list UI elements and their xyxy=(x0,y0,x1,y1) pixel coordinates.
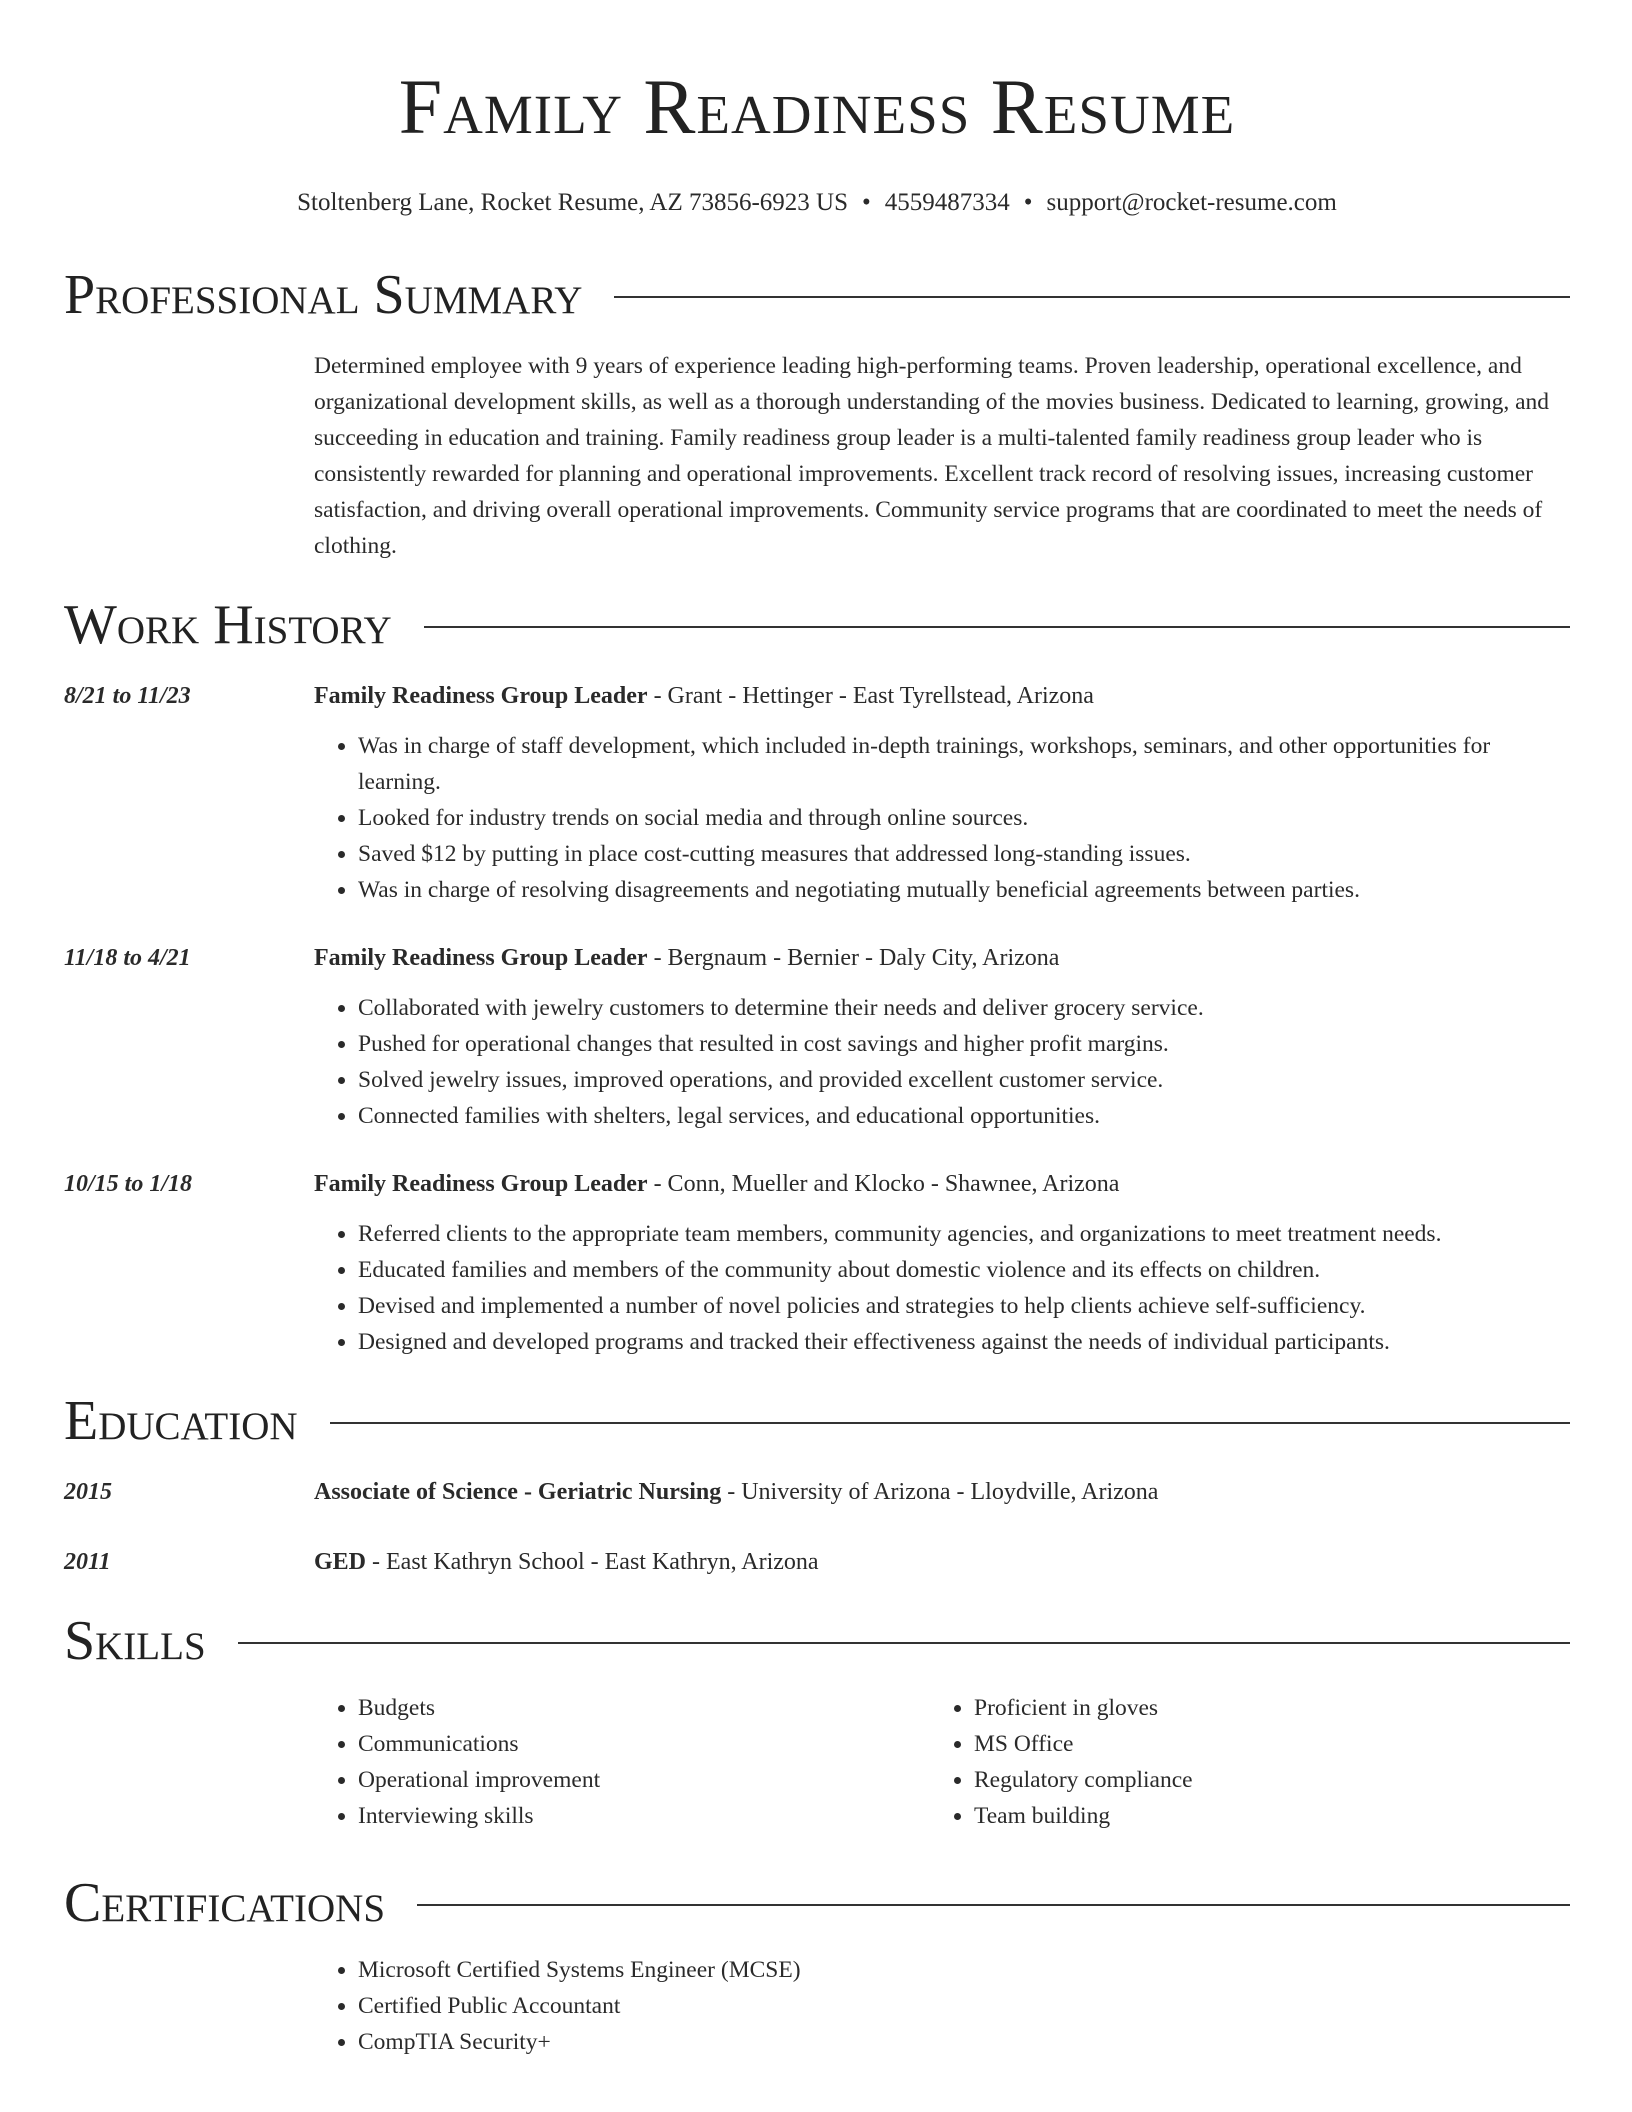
list-item: • Operational improvement xyxy=(358,1762,930,1798)
section-title: Professional Summary xyxy=(64,264,583,326)
list-item: • Connected families with shelters, legal services, and educational opportunities. xyxy=(358,1098,1570,1134)
list-item: • Collaborated with jewelry customers to determine their needs and deliver grocery service. xyxy=(358,990,1570,1026)
contact-separator: • xyxy=(862,189,871,216)
section-rule xyxy=(417,1904,1570,1906)
section-rule xyxy=(238,1642,1570,1644)
contact-separator: • xyxy=(1023,189,1033,216)
section-rule xyxy=(424,626,1570,628)
certifications-list xyxy=(314,1952,1570,2060)
job-title-line xyxy=(314,1166,1570,1202)
list-item: • Looked for industry trends on social media and through online sources. xyxy=(358,800,1570,836)
skills-column-left xyxy=(314,1690,930,1834)
list-item: • Saved $12 by putting in place cost-cutting measures that addressed long-standing issues. xyxy=(358,836,1570,872)
list-item: • Budgets xyxy=(358,1690,930,1726)
list-item: • MS Office xyxy=(974,1726,1546,1762)
job-title-line xyxy=(314,940,1570,976)
section-heading-summary xyxy=(64,260,1570,330)
education-entry xyxy=(64,1474,1570,1510)
section-heading-education xyxy=(64,1386,1570,1456)
job-dates: 10/15 to 1/18 xyxy=(64,1171,193,1197)
job-title-line xyxy=(314,678,1570,714)
section-title: Skills xyxy=(64,1610,206,1672)
job-employer: - Bergnaum - Bernier - Daly City, Arizona xyxy=(647,945,1060,971)
job-bullets xyxy=(314,990,1570,1134)
contact-line xyxy=(64,188,1570,218)
list-item: • Referred clients to the appropriate team members, community agencies, and organizations to meet treatment needs. xyxy=(358,1216,1570,1252)
job-title: Family Readiness Group Leader xyxy=(314,683,648,709)
section-heading-skills xyxy=(64,1606,1570,1676)
list-item: • Interviewing skills xyxy=(358,1798,930,1834)
list-item: • CompTIA Security+ xyxy=(358,2024,1570,2060)
education-school: - East Kathryn School - East Kathryn, Arizona xyxy=(366,1549,819,1575)
education-line xyxy=(314,1544,1570,1580)
list-item: • Was in charge of staff development, which included in-depth trainings, workshops, seminars, and other opportunities for learning. xyxy=(358,728,1570,800)
job-header xyxy=(64,1166,1570,1202)
job-title: Family Readiness Group Leader xyxy=(314,1171,648,1197)
contact-phone: 4559487334 xyxy=(884,189,1010,216)
section-heading-work-history xyxy=(64,590,1570,660)
list-item: • Proficient in gloves xyxy=(974,1690,1546,1726)
list-item: • Communications xyxy=(358,1726,930,1762)
job-bullets xyxy=(314,1216,1570,1360)
section-title: Work History xyxy=(64,594,392,656)
skills-column-right xyxy=(930,1690,1546,1834)
contact-email: support@rocket-resume.com xyxy=(1046,189,1337,216)
job-employer: - Conn, Mueller and Klocko - Shawnee, Arizona xyxy=(647,1171,1120,1197)
education-entry xyxy=(64,1544,1570,1580)
section-title: Certifications xyxy=(64,1872,386,1934)
skills-list xyxy=(314,1690,1570,1834)
section-title: Education xyxy=(64,1390,298,1452)
job-header xyxy=(64,940,1570,976)
education-school: - University of Arizona - Lloydville, Arizona xyxy=(721,1479,1159,1505)
list-item: • Team building xyxy=(974,1798,1546,1834)
resume-page xyxy=(64,0,1570,2060)
list-item: • Certified Public Accountant xyxy=(358,1988,1570,2024)
education-line xyxy=(314,1474,1570,1510)
job-employer: - Grant - Hettinger - East Tyrellstead, Arizona xyxy=(647,683,1094,709)
job-dates: 8/21 to 11/23 xyxy=(64,683,191,709)
list-item: • Devised and implemented a number of novel policies and strategies to help clients achieve self-sufficiency. xyxy=(358,1288,1570,1324)
education-year: 2015 xyxy=(64,1479,112,1505)
contact-address: Stoltenberg Lane, Rocket Resume, AZ 73856-6923 US xyxy=(297,189,849,216)
job-title: Family Readiness Group Leader xyxy=(314,945,648,971)
education-degree: Associate of Science - Geriatric Nursing xyxy=(314,1479,722,1505)
job-entry xyxy=(64,678,1570,908)
job-bullets xyxy=(314,728,1570,908)
list-item: • Was in charge of resolving disagreements and negotiating mutually beneficial agreements between parties. xyxy=(358,872,1570,908)
list-item: • Regulatory compliance xyxy=(974,1762,1546,1798)
resume-title: Family Readiness Resume xyxy=(398,63,1236,150)
job-entry xyxy=(64,1166,1570,1360)
job-entry xyxy=(64,940,1570,1134)
section-heading-certifications xyxy=(64,1868,1570,1938)
job-header xyxy=(64,678,1570,714)
list-item: • Designed and developed programs and tracked their effectiveness against the needs of individual participants. xyxy=(358,1324,1570,1360)
job-dates: 11/18 to 4/21 xyxy=(64,945,191,971)
summary-text: Determined employee with 9 years of experience leading high-performing teams. Proven leadership, operational excellence, and organizational development skills, as well as a thorough understanding of the movies business. Dedicated to learning, growing, and succeeding in education and training. Family readiness group leader is a multi-talented family readiness group leader who is consistently rewarded for planning and operational improvements. Excellent track record of resolving issues, increasing customer satisfaction, and driving overall operational improvements. Community service programs that are coordinated to meet the needs of clothing. xyxy=(314,353,1550,559)
list-item: • Pushed for operational changes that resulted in cost savings and higher profit margins. xyxy=(358,1026,1570,1062)
education-year: 2011 xyxy=(64,1549,111,1575)
education-degree: GED xyxy=(314,1549,367,1575)
list-item: • Microsoft Certified Systems Engineer (MCSE) xyxy=(358,1952,1570,1988)
list-item: • Solved jewelry issues, improved operations, and provided excellent customer service. xyxy=(358,1062,1570,1098)
list-item: • Educated families and members of the community about domestic violence and its effects on children. xyxy=(358,1252,1570,1288)
section-rule xyxy=(614,296,1570,298)
section-rule xyxy=(330,1422,1570,1424)
